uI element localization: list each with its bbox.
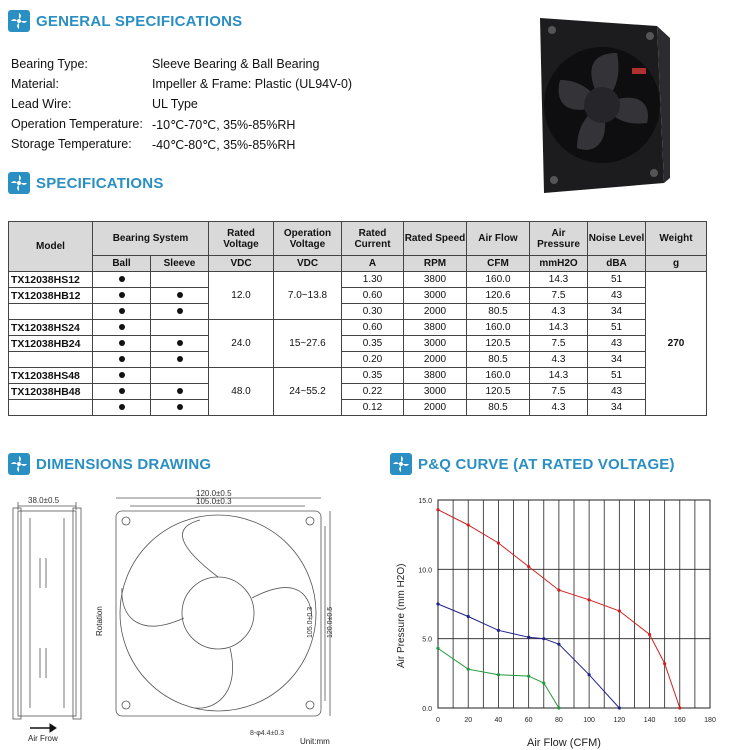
- pq-point: [648, 633, 651, 636]
- unit-weight: g: [646, 256, 707, 272]
- table-row: [9, 336, 707, 352]
- header-rated-voltage: Rated Voltage: [209, 222, 274, 256]
- sleeve-cell: [151, 384, 209, 400]
- bullet-icon: [119, 324, 125, 330]
- op-voltage-cell: 7.0~13.8: [274, 272, 342, 320]
- bullet-icon: [177, 356, 183, 362]
- header-air-flow: Air Flow: [467, 222, 530, 256]
- current-cell: 0.20: [342, 352, 404, 368]
- pressure-cell: 14.3: [530, 272, 588, 288]
- ball-cell: [93, 368, 151, 384]
- pq-xtick: 120: [613, 717, 626, 724]
- flow-cell: 160.0: [467, 272, 530, 288]
- bullet-icon: [177, 388, 183, 394]
- speed-cell: 3800: [404, 320, 467, 336]
- fan-logo-icon: [390, 453, 412, 475]
- sleeve-cell: [151, 368, 209, 384]
- pq-ytick: 0.0: [422, 706, 432, 713]
- pq-point: [618, 609, 621, 612]
- spec-title: SPECIFICATIONS: [36, 174, 164, 192]
- pq-point: [527, 675, 530, 678]
- pq-point: [467, 523, 470, 526]
- bullet-icon: [119, 340, 125, 346]
- noise-cell: 34: [588, 400, 646, 416]
- pq-ylabel: Air Pressure (mm H2O): [396, 563, 407, 668]
- width-outer-dim: 120.0±0.5: [196, 489, 232, 498]
- model-cell: TX12038HB24: [9, 336, 93, 352]
- sleeve-cell: [151, 320, 209, 336]
- general-spec-label: Operation Temperature:: [11, 117, 143, 131]
- fan-logo-icon: [8, 172, 30, 194]
- sleeve-cell: [151, 400, 209, 416]
- general-spec-row: [11, 117, 295, 132]
- header-air-pressure: Air Pressure: [530, 222, 588, 256]
- pq-point: [497, 541, 500, 544]
- pq-point: [542, 681, 545, 684]
- general-spec-value: -40℃-80℃, 35%-85%RH: [152, 138, 296, 152]
- pq-point: [467, 668, 470, 671]
- pq-chart: [380, 478, 740, 750]
- rated-voltage-cell: 48.0: [209, 368, 274, 416]
- general-spec-value: -10℃-70℃, 35%-85%RH: [152, 118, 296, 132]
- pq-xtick: 20: [464, 717, 473, 724]
- header-noise: Noise Level: [588, 222, 646, 256]
- ball-cell: [93, 272, 151, 288]
- noise-cell: 34: [588, 352, 646, 368]
- general-spec-row: [11, 57, 319, 71]
- current-cell: 0.35: [342, 368, 404, 384]
- flow-cell: 80.5: [467, 400, 530, 416]
- speed-cell: 3000: [404, 336, 467, 352]
- table-row: [9, 352, 707, 368]
- pq-xtick: 140: [643, 717, 656, 724]
- pq-point: [618, 706, 621, 709]
- current-cell: 0.60: [342, 288, 404, 304]
- pq-point: [542, 637, 545, 640]
- unit-rated-voltage: VDC: [209, 256, 274, 272]
- rated-voltage-cell: 24.0: [209, 320, 274, 368]
- sleeve-cell: [151, 336, 209, 352]
- speed-cell: 3000: [404, 288, 467, 304]
- pq-xtick: 180: [704, 717, 716, 724]
- current-cell: 0.35: [342, 336, 404, 352]
- pq-point: [678, 706, 681, 709]
- general-spec-row: [11, 137, 295, 152]
- speed-cell: 3000: [404, 384, 467, 400]
- unit-rated-speed: RPM: [404, 256, 467, 272]
- general-spec-label: Storage Temperature:: [11, 137, 132, 151]
- pq-point: [527, 636, 530, 639]
- bullet-icon: [177, 308, 183, 314]
- pressure-cell: 14.3: [530, 368, 588, 384]
- bullet-icon: [119, 356, 125, 362]
- pq-point: [557, 706, 560, 709]
- bullet-icon: [119, 372, 125, 378]
- header-op-voltage: Operation Voltage: [274, 222, 342, 256]
- general-spec-label: Bearing Type:: [11, 57, 88, 71]
- pq-point: [467, 615, 470, 618]
- rated-voltage-cell: 12.0: [209, 272, 274, 320]
- model-cell: TX12038HS48: [9, 368, 93, 384]
- op-voltage-cell: 24~55.2: [274, 368, 342, 416]
- pressure-cell: 4.3: [530, 304, 588, 320]
- ball-cell: [93, 400, 151, 416]
- pressure-cell: 4.3: [530, 400, 588, 416]
- table-row: [9, 384, 707, 400]
- general-spec-value: Impeller & Frame: Plastic (UL94V-0): [152, 77, 353, 91]
- sleeve-cell: [151, 288, 209, 304]
- table-row: [9, 400, 707, 416]
- flow-cell: 80.5: [467, 352, 530, 368]
- spec-header: [8, 172, 164, 194]
- dimensions-drawing: [0, 478, 375, 750]
- header-bearing: Bearing System: [93, 222, 209, 256]
- unit-air-pressure: mmH2O: [530, 256, 588, 272]
- speed-cell: 2000: [404, 352, 467, 368]
- model-cell: TX12038HB12: [9, 288, 93, 304]
- speed-cell: 2000: [404, 304, 467, 320]
- noise-cell: 43: [588, 336, 646, 352]
- dimensions-header: [8, 453, 211, 475]
- pq-point: [436, 508, 439, 511]
- pressure-cell: 14.3: [530, 320, 588, 336]
- unit-noise: dBA: [588, 256, 646, 272]
- bullet-icon: [177, 404, 183, 410]
- pq-ytick: 5.0: [422, 636, 432, 644]
- fan-logo-icon: [8, 10, 30, 32]
- bullet-icon: [119, 388, 125, 394]
- general-spec-label: Lead Wire:: [11, 97, 72, 111]
- ball-cell: [93, 304, 151, 320]
- current-cell: 0.30: [342, 304, 404, 320]
- pressure-cell: 7.5: [530, 288, 588, 304]
- ball-cell: [93, 320, 151, 336]
- pq-xtick: 80: [554, 717, 563, 724]
- table-row: [9, 368, 707, 384]
- header-rated-speed: Rated Speed: [404, 222, 467, 256]
- pq-point: [557, 589, 560, 592]
- bullet-icon: [119, 404, 125, 410]
- pq-point: [497, 673, 500, 676]
- unit-air-flow: CFM: [467, 256, 530, 272]
- pressure-cell: 4.3: [530, 352, 588, 368]
- pq-point: [663, 662, 666, 665]
- header-ball: Ball: [93, 256, 151, 272]
- header-weight: Weight: [646, 222, 707, 256]
- sleeve-cell: [151, 272, 209, 288]
- flow-cell: 120.5: [467, 336, 530, 352]
- general-spec-row: [11, 77, 352, 91]
- unit-op-voltage: VDC: [274, 256, 342, 272]
- speed-cell: 2000: [404, 400, 467, 416]
- table-row: [9, 288, 707, 304]
- noise-cell: 51: [588, 320, 646, 336]
- fan-logo-icon: [8, 453, 30, 475]
- air-flow-label: Air Frow: [28, 734, 58, 743]
- pq-xtick: 60: [524, 717, 533, 724]
- hole-dim: 8-φ4.4±0.3: [250, 730, 285, 737]
- bullet-icon: [177, 292, 183, 298]
- sleeve-cell: [151, 352, 209, 368]
- spec-table: [8, 221, 707, 416]
- ball-cell: [93, 288, 151, 304]
- general-spec-title: GENERAL SPECIFICATIONS: [36, 12, 243, 30]
- pq-ytick: 10.0: [418, 567, 432, 575]
- general-spec-value: Sleeve Bearing & Ball Bearing: [152, 57, 320, 71]
- pq-xtick: 0: [436, 717, 440, 724]
- current-cell: 0.12: [342, 400, 404, 416]
- height-hole-dim: 105.0±0.3: [307, 606, 314, 638]
- model-cell: [9, 400, 93, 416]
- current-cell: 0.60: [342, 320, 404, 336]
- pq-ytick: 15.0: [418, 498, 432, 505]
- general-spec-row: [11, 97, 198, 111]
- table-row: [9, 272, 707, 288]
- flow-cell: 160.0: [467, 368, 530, 384]
- model-cell: TX12038HS24: [9, 320, 93, 336]
- pq-point: [588, 673, 591, 676]
- bullet-icon: [177, 340, 183, 346]
- pq-xlabel: Air Flow (CFM): [527, 737, 601, 749]
- pressure-cell: 7.5: [530, 336, 588, 352]
- pq-point: [527, 565, 530, 568]
- noise-cell: 51: [588, 368, 646, 384]
- ball-cell: [93, 336, 151, 352]
- table-row: [9, 320, 707, 336]
- height-outer-dim: 120.0±0.5: [327, 606, 334, 638]
- weight-cell: 270: [646, 272, 707, 416]
- speed-cell: 3800: [404, 368, 467, 384]
- flow-cell: 120.6: [467, 288, 530, 304]
- noise-cell: 43: [588, 384, 646, 400]
- ball-cell: [93, 352, 151, 368]
- unit-rated-current: A: [342, 256, 404, 272]
- depth-dim: 38.0±0.5: [28, 496, 60, 505]
- general-spec-label: Material:: [11, 77, 59, 91]
- noise-cell: 51: [588, 272, 646, 288]
- header-sleeve: Sleeve: [151, 256, 209, 272]
- general-spec-value: UL Type: [152, 97, 198, 111]
- flow-cell: 80.5: [467, 304, 530, 320]
- flow-cell: 160.0: [467, 320, 530, 336]
- rotation-label: Rotation: [95, 606, 104, 636]
- general-spec-header: [8, 10, 242, 32]
- pq-point: [436, 602, 439, 605]
- noise-cell: 43: [588, 288, 646, 304]
- op-voltage-cell: 15~27.6: [274, 320, 342, 368]
- model-cell: [9, 352, 93, 368]
- flow-cell: 120.5: [467, 384, 530, 400]
- ball-cell: [93, 384, 151, 400]
- width-hole-dim: 105.0±0.3: [196, 497, 232, 506]
- noise-cell: 34: [588, 304, 646, 320]
- header-rated-current: Rated Current: [342, 222, 404, 256]
- sleeve-cell: [151, 304, 209, 320]
- speed-cell: 3800: [404, 272, 467, 288]
- pq-point: [557, 643, 560, 646]
- header-model: Model: [9, 222, 93, 272]
- current-cell: 1.30: [342, 272, 404, 288]
- pq-xtick: 40: [494, 717, 503, 724]
- bullet-icon: [119, 292, 125, 298]
- model-cell: TX12038HB48: [9, 384, 93, 400]
- model-cell: TX12038HS12: [9, 272, 93, 288]
- model-cell: [9, 304, 93, 320]
- pq-point: [588, 598, 591, 601]
- pq-header: [390, 453, 675, 475]
- pq-point: [436, 647, 439, 650]
- dimensions-title: DIMENSIONS DRAWING: [36, 455, 212, 473]
- pq-xtick: 100: [583, 717, 595, 724]
- pq-point: [497, 629, 500, 632]
- bullet-icon: [119, 308, 125, 314]
- pq-title: P&Q CURVE (AT RATED VOLTAGE): [418, 455, 675, 473]
- table-row: [9, 304, 707, 320]
- current-cell: 0.22: [342, 384, 404, 400]
- pq-xtick: 160: [673, 717, 686, 724]
- pressure-cell: 7.5: [530, 384, 588, 400]
- fan-photo: [522, 8, 672, 198]
- unit-label: Unit:mm: [300, 737, 330, 746]
- bullet-icon: [119, 276, 125, 282]
